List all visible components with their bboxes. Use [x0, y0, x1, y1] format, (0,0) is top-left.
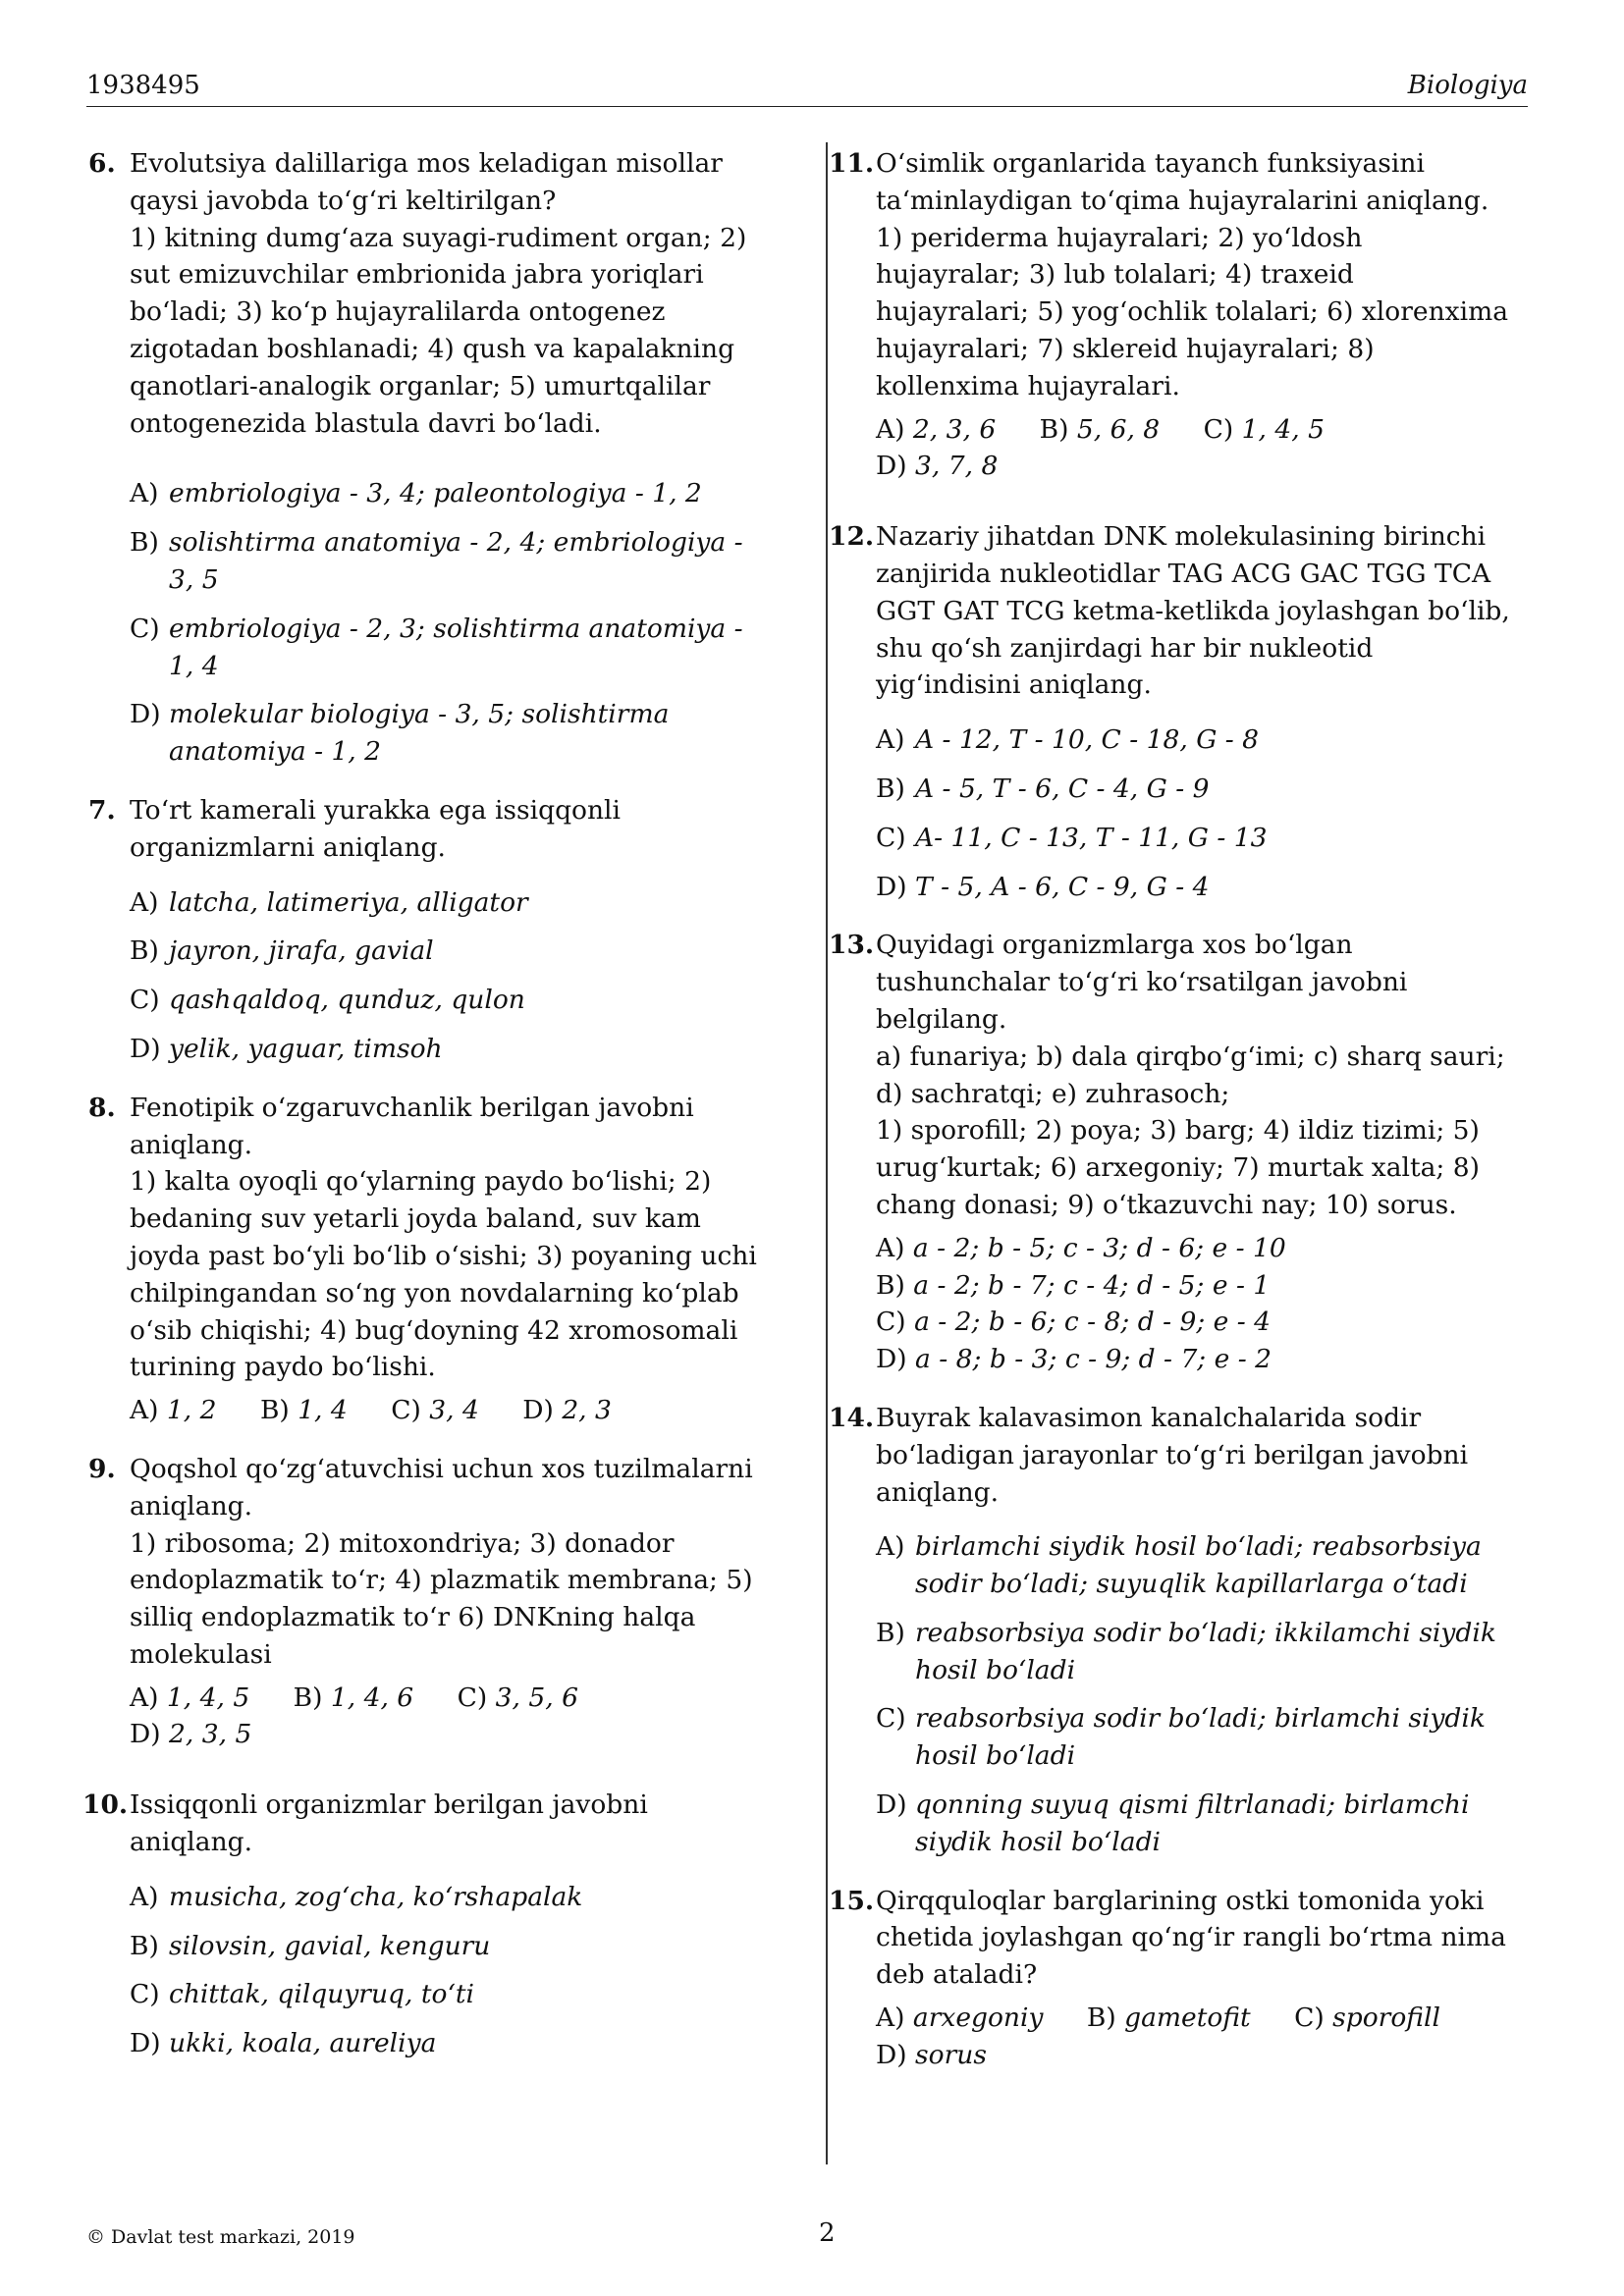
question-text: Evolutsiya dalillariga mos keladigan misollar qaysi javobda to‘g‘ri keltirilgan? — [130, 148, 723, 216]
option-a[interactable]: A) a - 2; b - 5; c - 3; d - 6; e - 10 — [876, 1232, 1286, 1263]
option-a[interactable]: A) 1, 2 — [130, 1395, 217, 1426]
question-statements: 1) kalta oyoqli qo‘ylarning paydo bo‘lishi; 2) bedaning suv yetarli joyda baland, suv kam joyda past bo‘yli bo‘lib o‘sishi; 3) poyaning uchi chilpingandan so‘ng yon novdalarning ko‘plab o‘sib chiqishi; 4) bug‘doyning 42 xromosomali turining paydo bo‘lishi. — [130, 1166, 757, 1383]
question-statements: 1) ribosoma; 2) mitoxondriya; 3) donador endoplazmatik to‘r; 4) plazmatik membrana; 5) silliq endoplazmatik to‘r 6) DNKning halqa molekulasi — [130, 1527, 753, 1670]
question-7 — [88, 792, 768, 1068]
question-text: Issiqqonli organizmlar berilgan javobni aniqlang. — [130, 1789, 648, 1858]
question-10 — [82, 1787, 768, 2062]
question-11 — [829, 145, 1514, 485]
question-15 — [829, 1883, 1514, 2074]
question-number: 12. — [829, 521, 875, 553]
question-number: 11. — [829, 148, 875, 179]
question-number: 6. — [88, 148, 116, 179]
option-a[interactable]: A) embriologiya - 3, 4; paleontologiya - 1, 2 — [130, 478, 702, 509]
page-header — [86, 67, 1528, 107]
option-b[interactable]: B) solishtirma anatomiya - 2, 4; embriologiya - 3, 5 — [130, 527, 743, 595]
option-a[interactable]: A) birlamchi siydik hosil bo‘ladi; reabsorbsiya sodir bo‘ladi; suyuqlik kapillarlarga o‘tadi — [876, 1531, 1482, 1600]
option-b[interactable]: B) gametofit — [1086, 2002, 1251, 2034]
question-text: To‘rt kamerali yurakka ega issiqqonli organizmlarni aniqlang. — [130, 794, 622, 863]
option-c[interactable]: C) 3, 5, 6 — [457, 1682, 578, 1713]
question-text: Nazariy jihatdan DNK molekulasining birinchi zanjirida nukleotidlar TAG ACG GAC TGG TCA GGT GAT TCG ketma-ketlikda joylashgan bo‘lib, shu qo‘sh zanjirdagi har bir nukleotid yig‘indisini aniqlang. — [876, 521, 1510, 701]
option-b[interactable]: B) reabsorbsiya sodir bo‘ladi; ikkilamchi siydik hosil bo‘ladi — [876, 1617, 1496, 1685]
option-c[interactable]: C) chittak, qilquyruq, to‘ti — [130, 1979, 474, 2010]
question-number: 13. — [829, 930, 875, 961]
question-14 — [829, 1400, 1514, 1861]
option-d[interactable]: D) ukki, koala, aureliya — [130, 2028, 437, 2059]
organism-list: a) funariya; b) dala qirqbo‘g‘imi; c) sharq sauri; d) sachratqi; e) zuhrasoch; — [876, 1041, 1505, 1109]
option-d[interactable]: D) 2, 3 — [522, 1395, 612, 1426]
right-column — [829, 145, 1514, 2096]
question-text: O‘simlik organlarida tayanch funksiyasini ta‘minlaydigan to‘qima hujayralarini aniqlang. — [876, 148, 1489, 216]
question-12 — [829, 518, 1514, 905]
option-c[interactable]: C) sporofill — [1294, 2002, 1440, 2034]
option-d[interactable]: D) T - 5, A - 6, C - 9, G - 4 — [876, 871, 1210, 902]
option-a[interactable]: A) latcha, latimeriya, alligator — [130, 886, 528, 918]
option-c[interactable]: C) embriologiya - 2, 3; solishtirma anatomiya - 1, 4 — [130, 613, 743, 681]
question-number: 14. — [829, 1402, 875, 1433]
question-text: Qirqquloqlar barglarining ostki tomonida yoki chetida joylashgan qo‘ng‘ir rangli bo‘rtma nima deb ataladi? — [876, 1885, 1506, 1991]
option-b[interactable]: B) jayron, jirafa, gavial — [130, 935, 434, 967]
option-a[interactable]: A) A - 12, T - 10, C - 18, G - 8 — [876, 724, 1260, 756]
question-text: Fenotipik o‘zgaruvchanlik berilgan javobni aniqlang. — [130, 1092, 694, 1160]
option-b[interactable]: B) a - 2; b - 7; c - 4; d - 5; e - 1 — [876, 1269, 1271, 1301]
option-b[interactable]: B) silovsin, gavial, kenguru — [130, 1930, 491, 1961]
option-c[interactable]: C) qashqaldoq, qunduz, qulon — [130, 985, 525, 1016]
left-column — [82, 145, 768, 2084]
question-number: 8. — [88, 1092, 116, 1123]
question-number: 7. — [88, 794, 116, 826]
question-13 — [829, 927, 1514, 1378]
question-statements: 1) periderma hujayralari; 2) yo‘ldosh hujayralar; 3) lub tolalari; 4) traxeid hujayralari; 5) yog‘ochlik tolalari; 6) xlorenxima hujayralari; 7) sklereid hujayralari; 8) kollenxima hujayralari. — [876, 222, 1508, 401]
option-d[interactable]: D) qonning suyuq qismi filtrlanadi; birlamchi siydik hosil bo‘ladi — [876, 1789, 1470, 1857]
question-number: 15. — [829, 1885, 875, 1916]
option-b[interactable]: B) 5, 6, 8 — [1039, 413, 1161, 445]
column-divider — [826, 142, 828, 2164]
option-b[interactable]: B) 1, 4 — [259, 1395, 348, 1426]
question-statements: 1) kitning dumg‘aza suyagi-rudiment organ; 2) sut emizuvchilar embrionida jabra yoriqlari bo‘ladi; 3) ko‘p hujayralilarda ontogenez zigotadan boshlanadi; 4) qush va kapalakning qanotlari-analogik organlar; 5) umurtqalilar ontogenezida blastula davri bo‘ladi. — [130, 222, 747, 439]
question-text: Buyrak kalavasimon kanalchalarida sodir bo‘ladigan jarayonlar to‘g‘ri berilgan javobni aniqlang. — [876, 1402, 1469, 1508]
option-d[interactable]: D) 3, 7, 8 — [876, 451, 999, 482]
option-c[interactable]: C) a - 2; b - 6; c - 8; d - 9; e - 4 — [876, 1307, 1272, 1338]
question-text: Quyidagi organizmlarga xos bo‘lgan tushunchalar to‘g‘ri ko‘rsatilgan javobni belgilang. — [876, 930, 1408, 1035]
option-c[interactable]: C) reabsorbsiya sodir bo‘ladi; birlamchi siydik hosil bo‘ladi — [876, 1703, 1486, 1772]
copyright-note: © Davlat test markazi, 2019 — [86, 2226, 355, 2248]
subject-title: Biologiya — [1407, 71, 1528, 100]
question-9 — [88, 1451, 768, 1753]
test-code: 1938495 — [86, 71, 200, 100]
question-number: 10. — [82, 1789, 129, 1821]
option-c[interactable]: C) A- 11, C - 13, T - 11, G - 13 — [876, 822, 1268, 853]
option-b[interactable]: B) A - 5, T - 6, C - 4, G - 9 — [876, 773, 1210, 804]
option-d[interactable]: D) sorus — [876, 2039, 987, 2070]
question-text: Qoqshol qo‘zg‘atuvchisi uchun xos tuzilmalarni aniqlang. — [130, 1453, 753, 1522]
option-c[interactable]: C) 3, 4 — [391, 1395, 479, 1426]
option-c[interactable]: C) 1, 4, 5 — [1203, 413, 1325, 445]
question-number: 9. — [88, 1453, 116, 1484]
option-d[interactable]: D) yelik, yaguar, timsoh — [130, 1033, 443, 1064]
question-8 — [88, 1090, 768, 1429]
page-number: 2 — [819, 2218, 836, 2248]
option-a[interactable]: A) arxegoniy — [876, 2002, 1044, 2034]
question-6 — [88, 145, 768, 771]
option-d[interactable]: D) a - 8; b - 3; c - 9; d - 7; e - 2 — [876, 1344, 1272, 1375]
option-d[interactable]: D) 2, 3, 5 — [130, 1719, 252, 1750]
option-b[interactable]: B) 1, 4, 6 — [293, 1682, 414, 1713]
option-d[interactable]: D) molekular biologiya - 3, 5; solishtirma anatomiya - 1, 2 — [130, 699, 670, 768]
option-a[interactable]: A) musicha, zog‘cha, ko‘rshapalak — [130, 1881, 583, 1912]
concept-list: 1) sporofill; 2) poya; 3) barg; 4) ildiz tizimi; 5) urug‘kurtak; 6) arxegoniy; 7) murtak xalta; 8) chang donasi; 9) o‘tkazuvchi nay; 10) sorus. — [876, 1115, 1480, 1220]
option-a[interactable]: A) 2, 3, 6 — [876, 413, 997, 445]
option-a[interactable]: A) 1, 4, 5 — [130, 1682, 250, 1713]
